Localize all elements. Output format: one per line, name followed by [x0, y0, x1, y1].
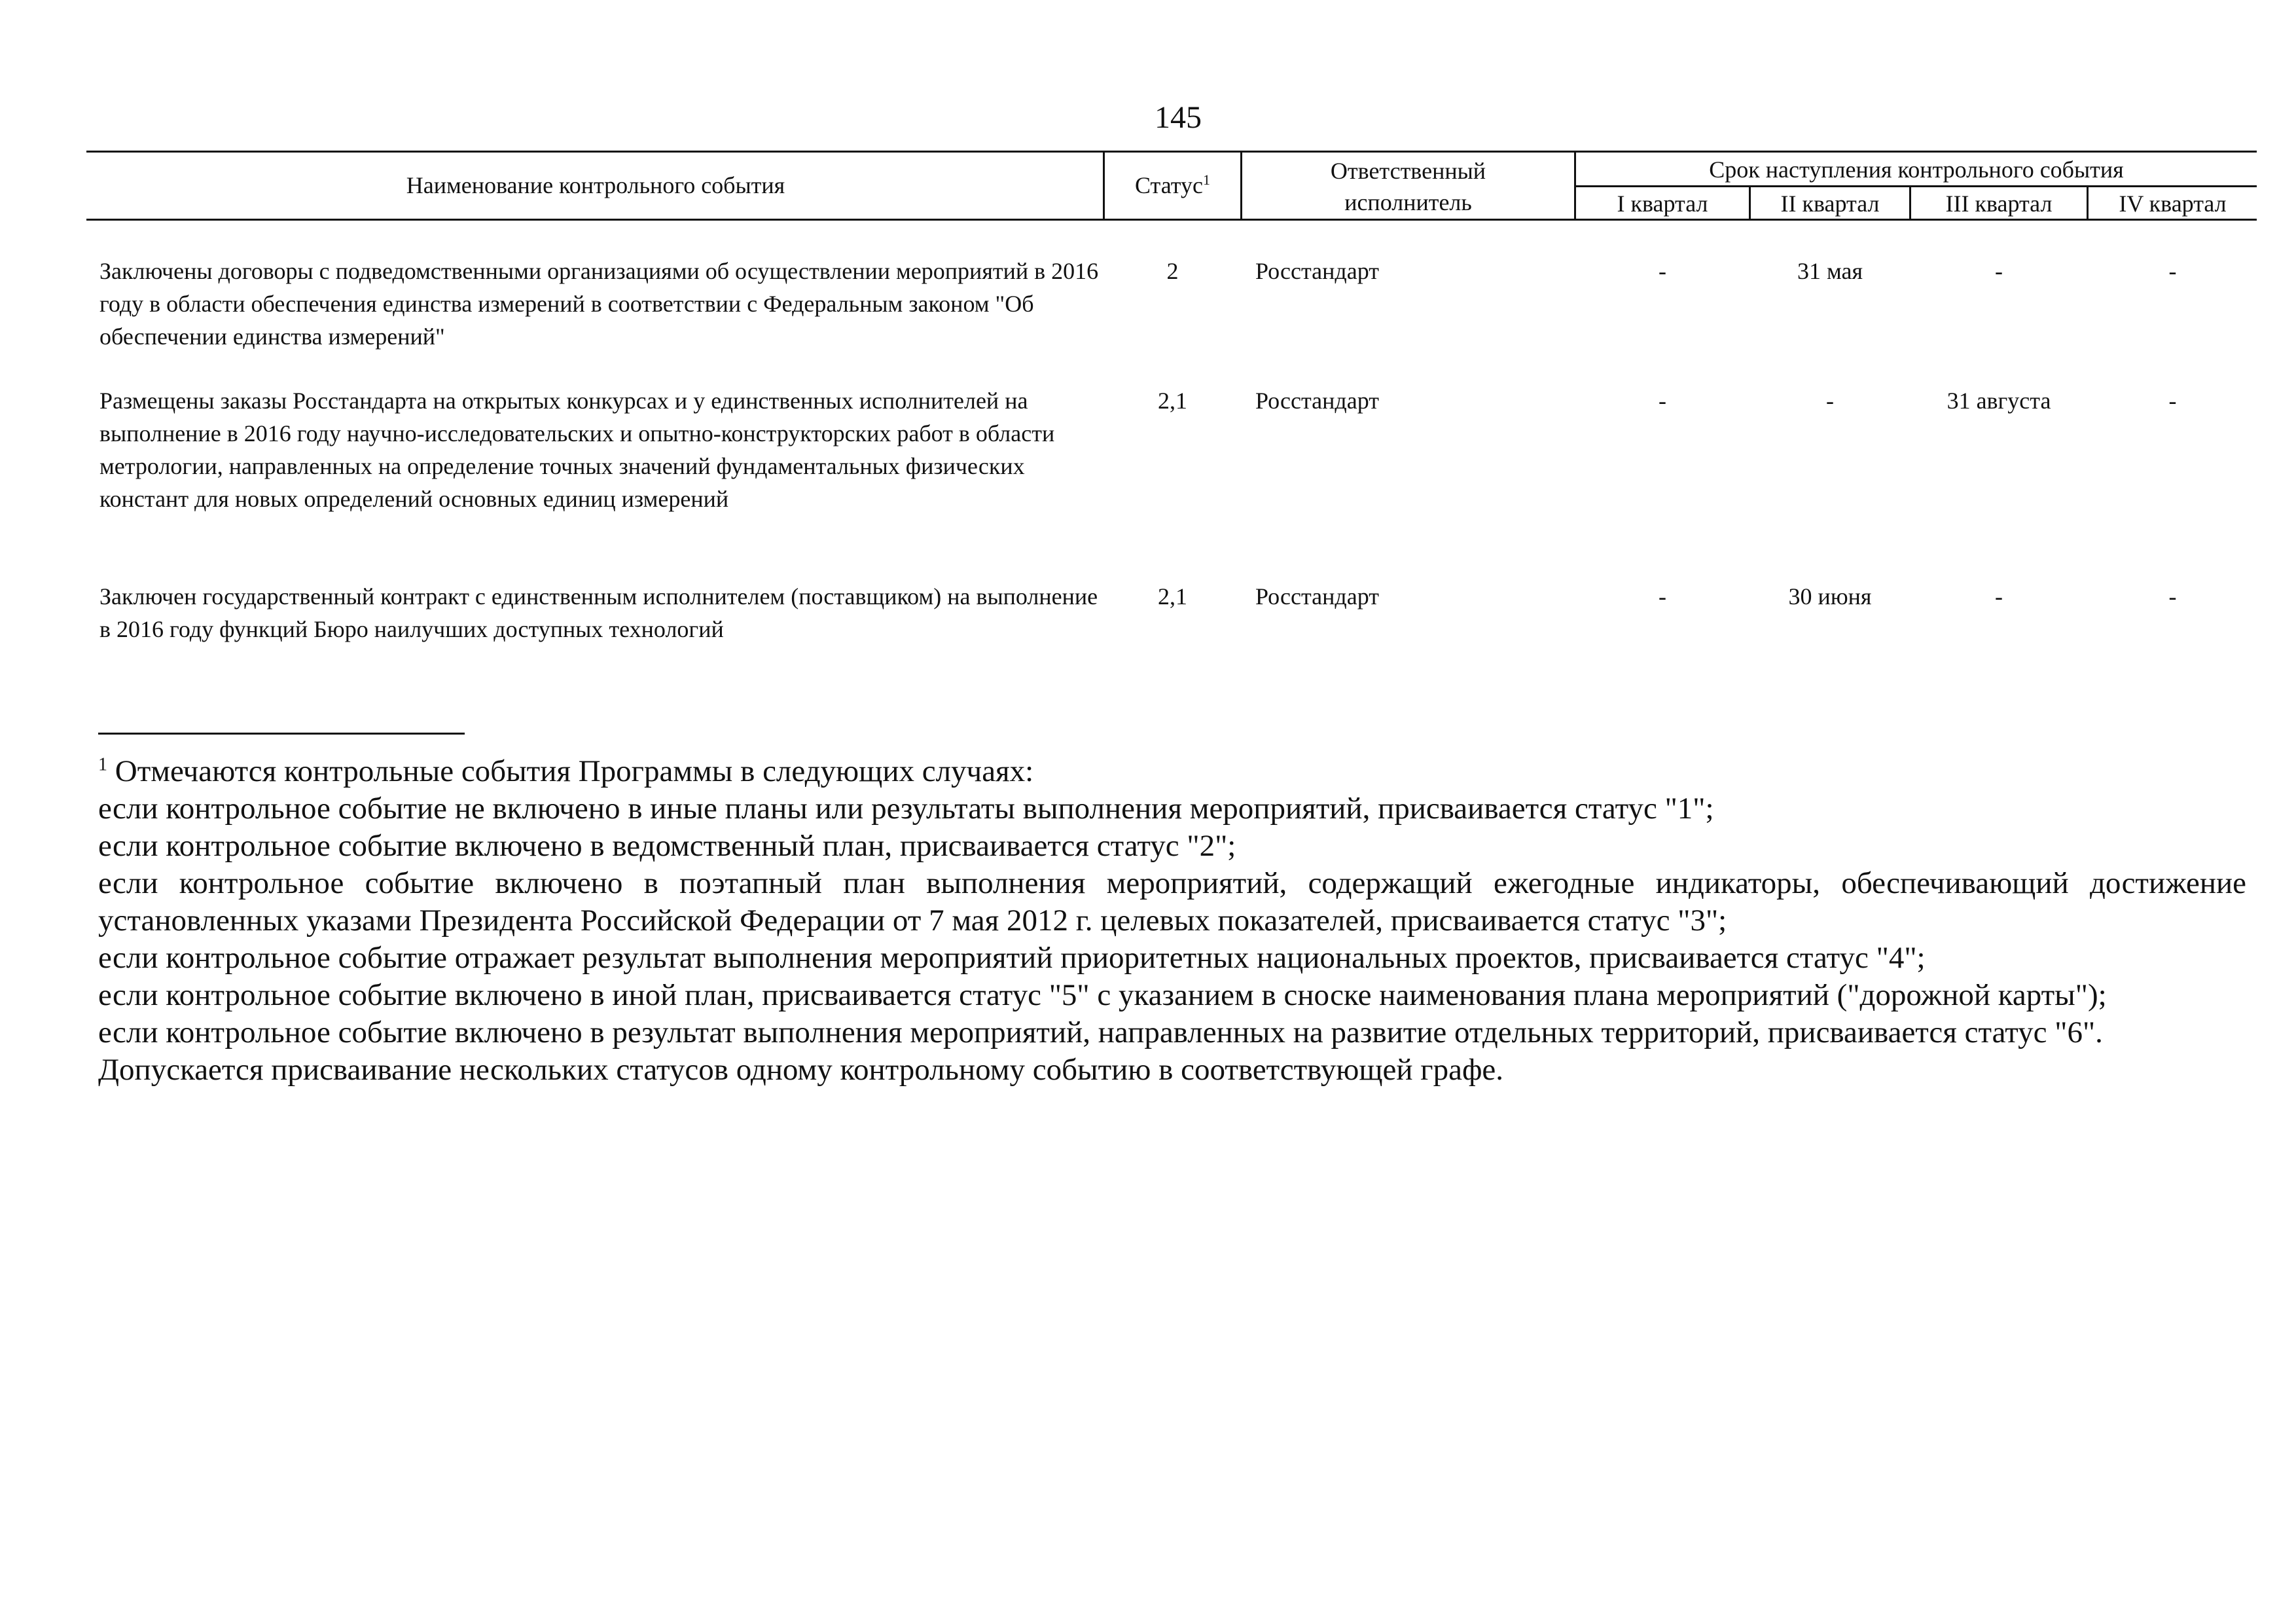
page-number: 145 — [1155, 100, 1202, 135]
header-responsible-line1: Ответственный — [1330, 158, 1486, 184]
row-responsible: Росстандарт — [1255, 388, 1379, 414]
row-q2: 30 июня — [1788, 583, 1872, 610]
footnote-line: если контрольное событие отражает результат выполнения мероприятий приоритетных национальных проектов, присваивается статус "4"; — [98, 941, 1926, 975]
row-q1: - — [1659, 388, 1666, 414]
row-q1: - — [1659, 258, 1666, 284]
row-responsible: Росстандарт — [1255, 258, 1379, 284]
footnote-line: если контрольное событие включено в ведомственный план, присваивается статус "2"; — [98, 829, 1236, 863]
footnote-line: если контрольное событие включено в результат выполнения мероприятий, направленных на развитие отдельных территорий, присваивается статус "6". — [98, 1015, 2103, 1049]
row-q4: - — [2168, 258, 2177, 284]
row-status: 2,1 — [1158, 388, 1187, 414]
row-q1: - — [1659, 583, 1666, 610]
footnote-line: если контрольное событие не включено в иные планы или результаты выполнения мероприятий, присваивается статус "1"; — [98, 792, 1714, 826]
header-responsible-line2: исполнитель — [1344, 189, 1472, 215]
row-q2: 31 мая — [1797, 258, 1863, 284]
header-q4: IV квартал — [2119, 191, 2227, 217]
footnote-intro-text: Отмечаются контрольные события Программы в следующих случаях: — [107, 754, 1034, 788]
header-status-label: Статус — [1135, 172, 1203, 198]
deadline-subheader-rule — [1574, 185, 2257, 187]
row-responsible: Росстандарт — [1255, 583, 1379, 610]
footnote-line: если контрольное событие включено в иной план, присваивается статус "5" с указанием в сноске наименования плана мероприятий ("дорожной карты"); — [98, 978, 2107, 1012]
row-status: 2 — [1166, 258, 1179, 284]
footnote — [98, 753, 2246, 1089]
footnote-separator — [98, 733, 465, 735]
row-q3: 31 августа — [1946, 388, 2051, 414]
header-deadline-group: Срок наступления контрольного события — [1709, 156, 2124, 183]
row-event-name: Заключены договоры с подведомственными организациями об осуществлении мероприятий в 2016 году в области обеспечения единства измерений в соответствии с Федеральным законом "Об обеспечении единства измерений" — [99, 258, 1099, 350]
header-status-footnote-mark: 1 — [1203, 172, 1210, 188]
footnote-intro — [98, 753, 2246, 790]
row-status: 2,1 — [1158, 583, 1187, 610]
table-top-rule — [86, 151, 2257, 153]
footnote-mark: 1 — [98, 754, 107, 775]
row-q3: - — [1995, 258, 2003, 284]
header-status — [1105, 170, 1240, 201]
row-q4: - — [2168, 583, 2177, 610]
footnote-line: если контрольное событие включено в поэтапный план выполнения мероприятий, содержащий ежегодные индикаторы, обеспечивающий достижение установленных указами Президента Российской Федерации от 7 мая 2012 г. целевых показателей, присваивается статус "3"; — [98, 866, 2246, 938]
row-event-name: Размещены заказы Росстандарта на открытых конкурсах и у единственных исполнителей на выполнение в 2016 году научно-исследовательских и опытно-конструкторских работ в области метрологии, направленных на определение точных значений фундаментальных физических констант для новых определений основных единиц измерений — [99, 388, 1055, 512]
row-q3: - — [1995, 583, 2003, 610]
header-q1: I квартал — [1617, 191, 1708, 217]
footnote-line: Допускается присваивание нескольких статусов одному контрольному событию в соответствующей графе. — [98, 1053, 1504, 1087]
row-event-name: Заключен государственный контракт с единственным исполнителем (поставщиком) на выполнение в 2016 году функций Бюро наилучших доступных технологий — [99, 583, 1098, 642]
header-q2: II квартал — [1780, 191, 1880, 217]
header-event-name: Наименование контрольного события — [406, 172, 785, 198]
header-q3: III квартал — [1945, 191, 2053, 217]
row-q4: - — [2168, 388, 2177, 414]
row-q2: - — [1826, 388, 1834, 414]
